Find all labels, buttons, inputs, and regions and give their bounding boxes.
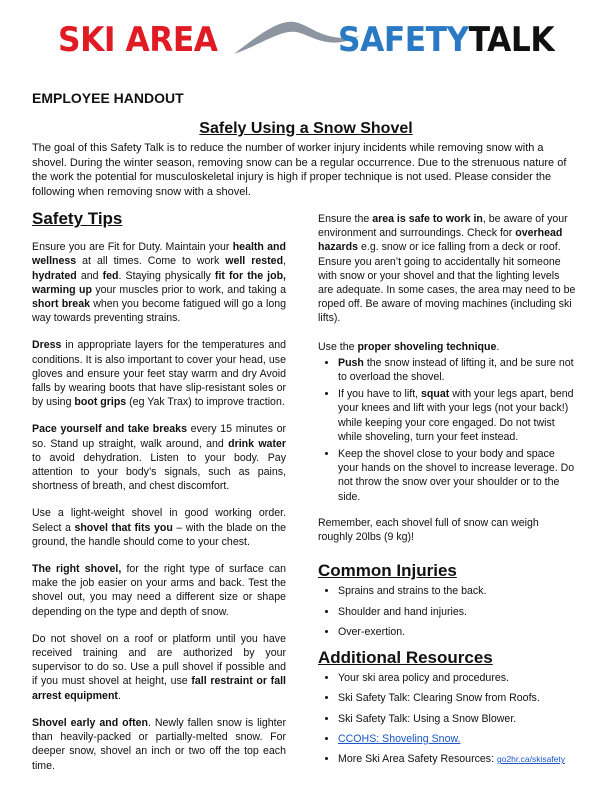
list-item: • Ski Safety Talk: Clearing Snow from Roofs. [338, 691, 576, 705]
injuries-list [318, 584, 576, 639]
weight-reminder: Remember, each shovel full of snow can weigh roughly 20lbs (9 kg)! [318, 516, 539, 544]
logo-talk: TALK [468, 20, 555, 60]
list-item: • More Ski Area Safety Resources: go2hr.ca/skisafety [338, 752, 576, 766]
ccohs-link[interactable]: CCOHS: Shoveling Snow. [338, 732, 461, 745]
logo-safety-talk [338, 20, 554, 60]
additional-resources-heading: Additional Resources [318, 648, 493, 668]
tip-roof: Do not shovel on a roof or platform until you have received training and are authorized by your supervisor to do so. Use a pull shovel if possible and if you must shovel at height, use fall restraint or fall arrest equipment. [32, 632, 286, 702]
left-column [32, 209, 286, 786]
tip-fit-for-duty: Ensure you are Fit for Duty. Maintain your health and wellness at all times. Come to work well rested, hydrated and fed. Staying physically fit for the job, warming up your muscles prior to work, and taking a short break when you become fatigued will go a long way towards preventing strains. [32, 241, 286, 325]
list-item: • Shoulder and hand injuries. [338, 605, 576, 619]
logo-ski-area: SKI AREA [58, 20, 218, 60]
technique-list [318, 356, 576, 504]
list-item: • If you have to lift, squat with your legs apart, bend your knees and lift with your legs (not your back!) while keeping your core engaged. Do not twist while shoveling, turn your feet instead. [338, 387, 576, 444]
tip-dress: Dress in appropriate layers for the temperatures and conditions. It is also important to cover your head, use gloves and ensure your feet stay warm and dry Avoid falls by wearing boots that have slip-resistant soles or by using boot grips (eg Yak Trax) to improve traction. [32, 339, 286, 409]
tip-area-safe: Ensure the area is safe to work in, be aware of your environment and surroundings. Check for overhead hazards e.g. snow or ice falling from a deck or roof. Ensure you aren’t going to accidentally hit someone with snow or your shovel and that the lighting levels are adequate. In some cases, the area may need to be roped off. Be aware of moving machines (including ski lifts). [318, 213, 576, 325]
list-item: • Sprains and strains to the back. [338, 584, 576, 598]
tip-light-shovel: Use a light-weight shovel in good working order. Select a shovel that fits you – with the blade on the ground, the handle should come to your chest. [32, 507, 286, 548]
intro-paragraph: The goal of this Safety Talk is to reduce the number of worker injury incidents while removing snow with a shovel. During the winter season, removing snow can be a regular occurrence. Due to the strenuous nature of the work the potential for musculoskeletal injury is high if proper technique is not used. Please consider the following when removing snow with a shovel. [32, 142, 567, 198]
safety-tips-heading: Safety Tips [32, 209, 123, 228]
list-item: • Your ski area policy and procedures. [338, 671, 576, 685]
handout-label: EMPLOYEE HANDOUT [32, 90, 184, 106]
technique-intro: Use the proper shoveling technique. [318, 340, 500, 353]
resources-list [318, 671, 576, 766]
common-injuries-heading: Common Injuries [318, 561, 457, 581]
list-item: • Over-exertion. [338, 625, 576, 639]
list-item: • Ski Safety Talk: Using a Snow Blower. [338, 712, 576, 726]
tip-pace-yourself: Pace yourself and take breaks every 15 minutes or so. Stand up straight, walk around, and drink water to avoid dehydration. Listen to your body. Pay attention to your body’s signals, such as pains, shortness of breath, and chest discomfort. [32, 423, 286, 493]
header-logo [0, 0, 612, 80]
tip-right-shovel: The right shovel, for the right type of surface can make the job easier on your arms and back. Test the shovel out, you may need a different size or shape depending on the type and depth of snow. [32, 563, 286, 618]
tip-shovel-early: Shovel early and often. Newly fallen snow is lighter than heavily-packed or partially-melted snow. For deeper snow, shovel an inch or two off the top each time. [32, 716, 286, 772]
right-column [318, 212, 576, 778]
go2hr-link[interactable]: go2hr.ca/skisafety [496, 754, 566, 765]
list-item: • Keep the shovel close to your body and space your hands on the shovel to increase leverage. Do not throw the snow over your shoulder or to the side. [338, 447, 576, 504]
list-item [338, 732, 576, 746]
logo-safety: SAFETY [338, 20, 469, 60]
page-title: Safely Using a Snow Shovel [199, 120, 413, 137]
list-item: • Push the snow instead of lifting it, and be sure not to overload the shovel. [338, 356, 576, 384]
